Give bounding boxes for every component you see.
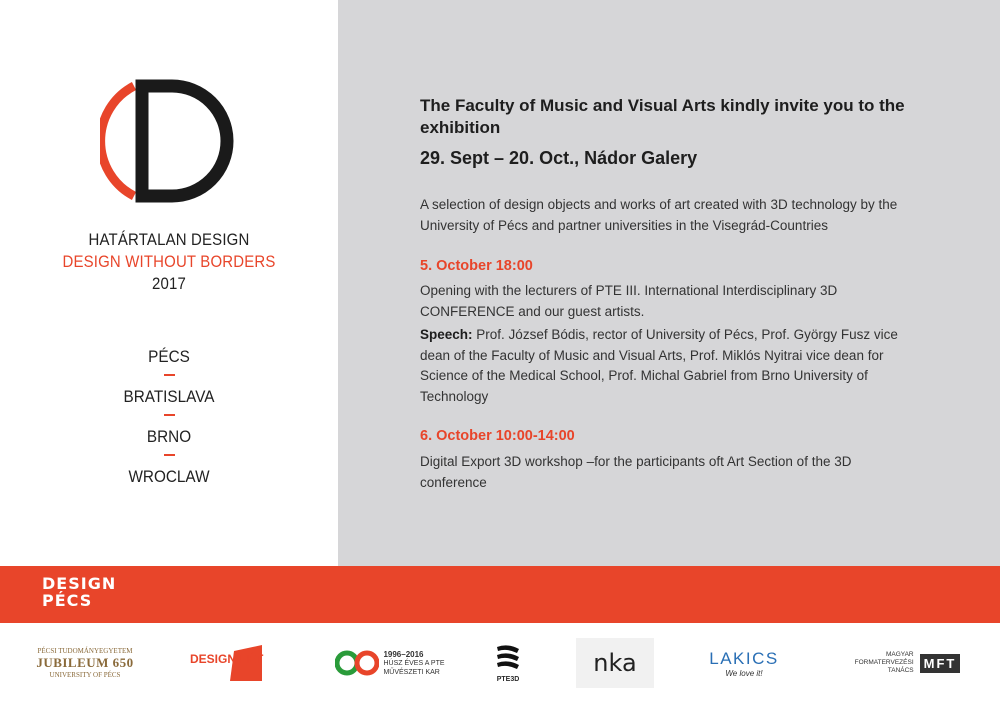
ao-anniversary-logo	[330, 638, 450, 688]
nka-logo: nka	[576, 638, 654, 688]
design-without-borders-logo	[100, 72, 250, 212]
city-bratislava: BRATISLAVA	[123, 387, 215, 406]
city-divider	[164, 414, 175, 416]
intro-text: A selection of design objects and works of art created with 3D technology by the University of Pécs and partner universities in the Visegrád-Countries	[420, 197, 898, 233]
city-pecs: PÉCS	[148, 347, 190, 366]
speech-label: Speech:	[420, 327, 473, 342]
design-het-logo	[185, 638, 265, 688]
brand-title-en: DESIGN WITHOUT BORDERS	[62, 252, 276, 271]
pte3d-text: PTE3D	[496, 676, 520, 683]
event1-heading: 5. October 18:00	[420, 258, 533, 274]
brand-year: 2017	[152, 274, 186, 293]
city-divider	[164, 454, 175, 456]
design-het-text: DESIGN HÉT	[190, 652, 264, 666]
city-brno: BRNO	[146, 427, 192, 446]
ao-mark-icon	[335, 648, 379, 678]
pte3d-mark-icon	[495, 643, 521, 671]
jubileum-bottom: UNIVERSITY OF PÉCS	[49, 671, 121, 679]
brand-title-hu: HATÁRTALAN DESIGN	[88, 230, 250, 249]
design-pecs-line1: DESIGN	[42, 574, 117, 593]
city-list	[0, 346, 338, 488]
jubileum-top: PÉCSI TUDOMÁNYEGYETEM	[37, 647, 133, 655]
lakics-text: LAKICS	[709, 648, 779, 668]
invitation-headline: The Faculty of Music and Visual Arts kindly invite you to the exhibition	[420, 96, 905, 137]
ao-years: 1996–2016	[383, 649, 424, 659]
red-band	[0, 566, 1000, 623]
event1-text: Opening with the lecturers of PTE III. International Interdisciplinary 3D CONFERENCE and our guest artists.	[420, 283, 838, 319]
design-pecs-line2: PÉCS	[42, 591, 93, 610]
pte3d-logo	[488, 638, 528, 688]
lakics-tagline: We love it!	[725, 668, 763, 678]
mft-line2: FORMATERVEZÉSI	[854, 659, 914, 666]
mft-mark: MFT	[920, 654, 961, 673]
ao-text2: MŰVÉSZETI KAR	[383, 668, 440, 676]
mft-line1: MAGYAR	[885, 651, 914, 658]
jubileum-main: JUBILEUM 650	[36, 655, 134, 670]
mft-line3: TANÁCS	[887, 667, 914, 674]
design-pecs-logo	[42, 575, 116, 609]
mft-logo	[845, 638, 970, 688]
lakics-logo	[694, 638, 794, 688]
event2-text: Digital Export 3D workshop –for the participants oft Art Section of the 3D conference	[420, 454, 852, 490]
jubileum-650-logo	[30, 638, 140, 688]
ao-text1: HÚSZ ÉVES A PTE	[383, 659, 445, 667]
city-wroclaw: WROCLAW	[128, 467, 210, 486]
city-divider	[164, 374, 175, 376]
speech-paragraph	[420, 325, 920, 407]
event2-heading: 6. October 10:00-14:00	[420, 428, 575, 444]
exhibition-dates: 29. Sept – 20. Oct., Nádor Galery	[420, 148, 698, 168]
speech-text: Prof. József Bódis, rector of University of Pécs, Prof. György Fusz vice dean of the Faculty of Music and Visual Arts, Prof. Miklós Nyitrai vice dean for Science of the Medical School, Prof. Michal Gabriel from Brno University of Technology	[420, 327, 898, 404]
